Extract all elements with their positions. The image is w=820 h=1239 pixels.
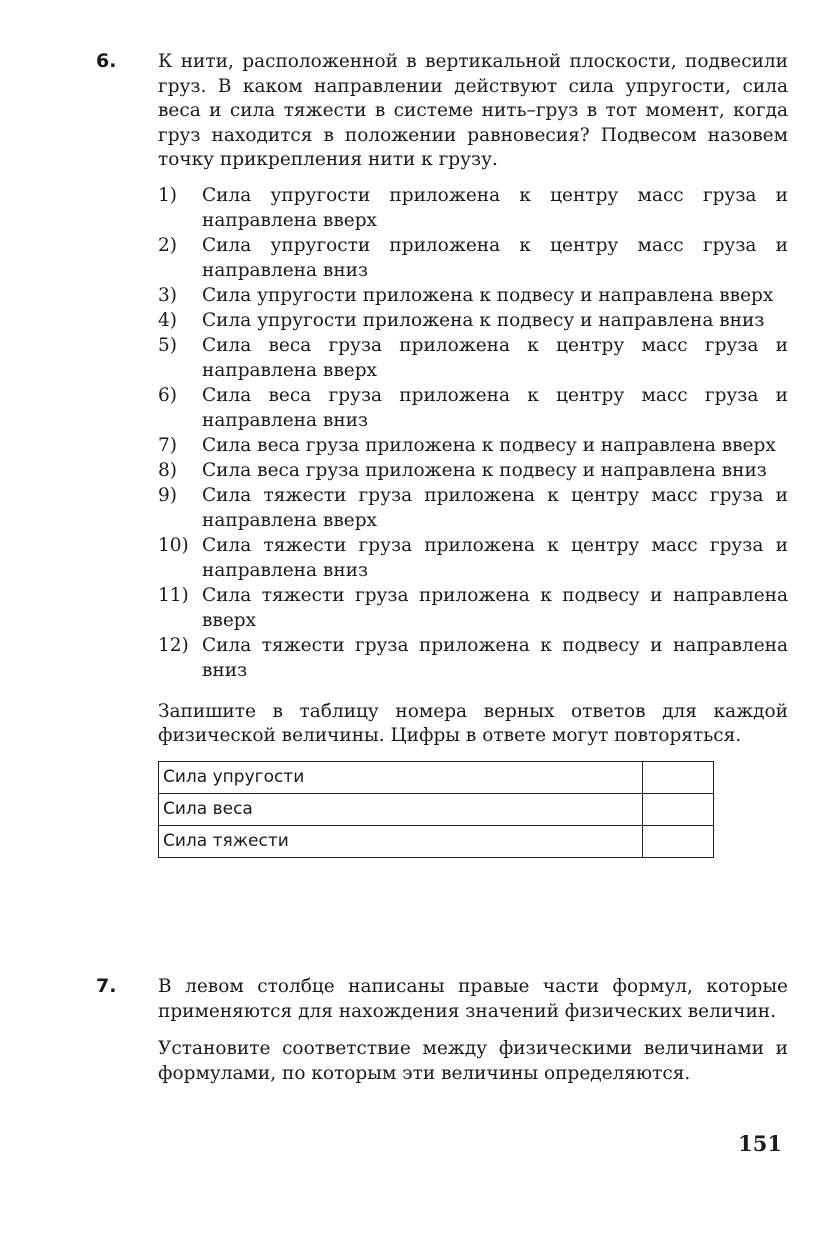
option-number: 1) (158, 184, 177, 206)
option-text: Сила веса груза приложена к подвесу и направлена вверх (202, 434, 776, 456)
option-text: Сила упругости приложена к центру масс груза и направлена вверх (202, 184, 788, 231)
option-number: 2) (158, 234, 177, 256)
answer-option (158, 483, 788, 533)
answer-option (158, 633, 788, 683)
answer-cell[interactable] (643, 761, 714, 793)
option-text: Сила веса груза приложена к подвесу и направлена вниз (202, 459, 767, 481)
answer-table (158, 761, 714, 858)
option-number: 5) (158, 334, 177, 356)
answer-cell[interactable] (643, 793, 714, 825)
option-number: 8) (158, 459, 177, 481)
option-number: 12) (158, 634, 189, 656)
answer-option (158, 183, 788, 233)
option-text: Сила упругости приложена к подвесу и направлена вверх (202, 284, 774, 306)
option-text: Сила тяжести груза приложена к подвесу и направлена вверх (202, 584, 788, 631)
answer-option (158, 333, 788, 383)
problem-6-body (158, 50, 788, 858)
option-number: 11) (158, 584, 189, 606)
problem-7-body (158, 975, 788, 1086)
option-number: 3) (158, 284, 177, 306)
page-number: 151 (738, 1131, 782, 1156)
option-text: Сила упругости приложена к подвесу и направлена вниз (202, 309, 765, 331)
option-text: Сила упругости приложена к центру масс груза и направлена вниз (202, 234, 788, 281)
option-text: Сила тяжести груза приложена к подвесу и направлена вниз (202, 634, 788, 681)
option-number: 10) (158, 534, 189, 556)
row-label: Сила тяжести (159, 825, 643, 857)
row-label: Сила веса (159, 793, 643, 825)
problem-7-number: 7. (96, 975, 117, 997)
option-text: Сила тяжести груза приложена к центру масс груза и направлена вверх (202, 484, 788, 531)
option-number: 7) (158, 434, 177, 456)
answer-option (158, 433, 788, 458)
option-text: Сила веса груза приложена к центру масс груза и направлена вниз (202, 384, 788, 431)
option-number: 9) (158, 484, 177, 506)
table-row (159, 793, 714, 825)
answer-option (158, 233, 788, 283)
table-row (159, 761, 714, 793)
table-row (159, 825, 714, 857)
problem-7-statement: В левом столбце написаны правые части формул, которые применяются для нахождения значений физических величин. (158, 976, 788, 1022)
answer-option (158, 458, 788, 483)
answer-option (158, 583, 788, 633)
problem-6-instruction: Запишите в таблицу номера верных ответов для каждой физической величины. Цифры в ответе могут повторяться. (158, 700, 788, 746)
option-text: Сила веса груза приложена к центру масс груза и направлена вверх (202, 334, 788, 381)
answer-option (158, 283, 788, 308)
answer-option (158, 533, 788, 583)
problem-7-instruction: Установите соответствие между физическими величинами и формулами, по которым эти величины определяются. (158, 1038, 788, 1084)
answer-option (158, 383, 788, 433)
answer-cell[interactable] (643, 825, 714, 857)
answer-option (158, 308, 788, 333)
answer-options (158, 183, 788, 683)
option-number: 6) (158, 384, 177, 406)
problem-6-statement: К нити, расположенной в вертикальной плоскости, подвесили груз. В каком направлении действуют сила упругости, сила веса и сила тяжести в системе нить–груз в тот момент, когда груз находится в положении равновесия? Подвесом назовем точку прикрепления нити к грузу. (158, 51, 788, 170)
option-text: Сила тяжести груза приложена к центру масс груза и направлена вниз (202, 534, 788, 581)
problem-6-number: 6. (96, 50, 117, 72)
option-number: 4) (158, 309, 177, 331)
row-label: Сила упругости (159, 761, 643, 793)
